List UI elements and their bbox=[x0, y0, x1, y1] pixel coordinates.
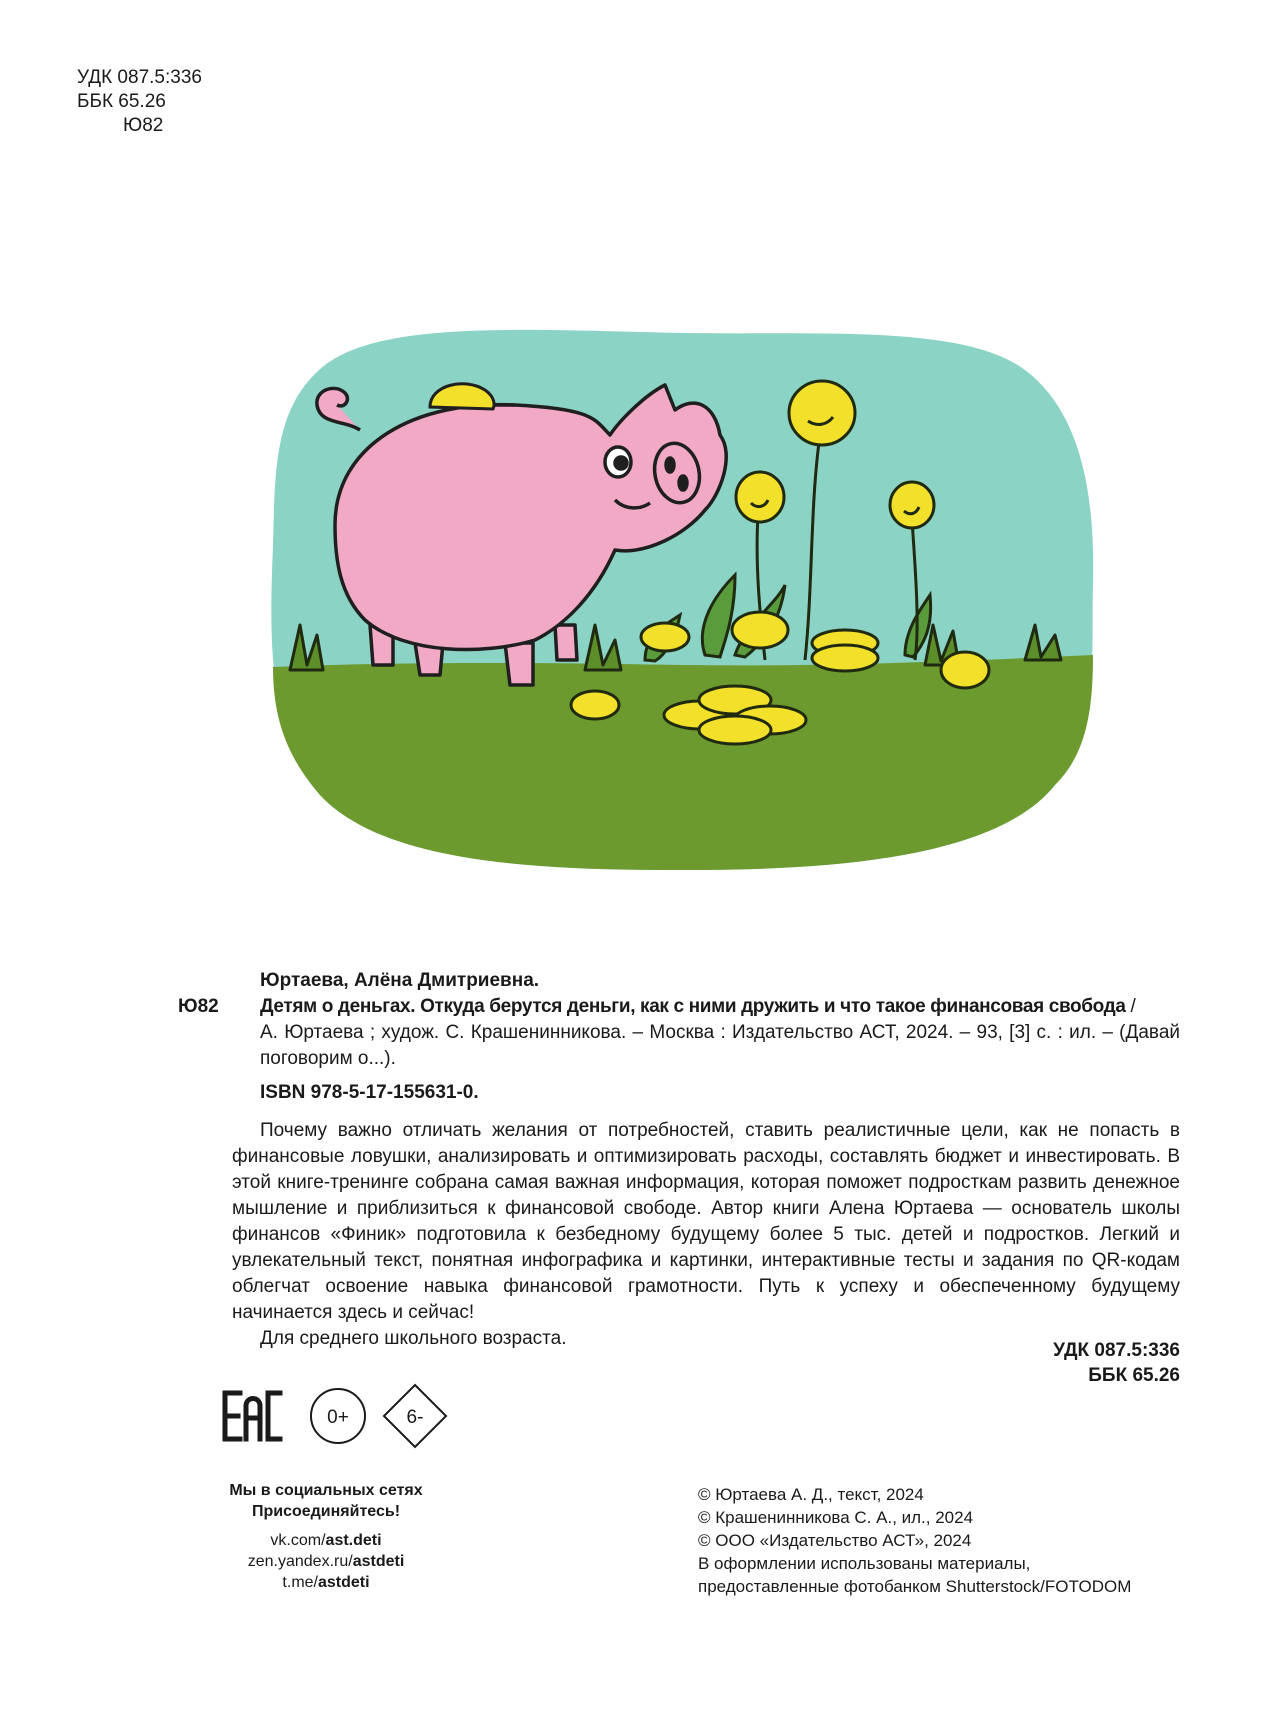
copyright-line: © Юртаева А. Д., текст, 2024 bbox=[698, 1485, 924, 1504]
classification-block bbox=[77, 66, 202, 138]
bbk-code-bottom: ББК 65.26 bbox=[1088, 1365, 1180, 1386]
copyright-line: © ООО «Издательство АСТ», 2024 bbox=[698, 1531, 972, 1550]
copyright-line: предоставленные фотобанком Shutterstock/FOTODOM bbox=[698, 1577, 1132, 1596]
eac-mark-icon bbox=[225, 1393, 280, 1439]
record-title-row bbox=[178, 994, 1180, 1020]
social-heading-1: Мы в социальных сетях bbox=[229, 1482, 423, 1499]
social-heading-2: Присоединяйтесь! bbox=[251, 1503, 401, 1520]
certification-marks bbox=[222, 1382, 462, 1452]
record-title-text: Детям о деньгах. Откуда берутся деньги, как с ними дружить и что такое финансовая свобода bbox=[260, 996, 1126, 1017]
record-continuation: А. Юртаева ; худож. С. Крашенинникова. – Москва : Издательство АСТ, 2024. – 93, [3] с. : ил. – (Давай поговорим о...). bbox=[260, 1022, 1180, 1069]
record-isbn: ISBN 978-5-17-155631-0. bbox=[260, 1082, 479, 1103]
piggy-bank-illustration bbox=[265, 325, 1100, 870]
age-line: Для среднего школьного возраста. bbox=[260, 1328, 567, 1349]
age-label-text: 6- bbox=[406, 1407, 424, 1428]
copyright-block bbox=[698, 1483, 1131, 1598]
udk-code-bottom: УДК 087.5:336 bbox=[1053, 1340, 1180, 1361]
social-link-telegram[interactable]: t.me/astdeti bbox=[282, 1574, 370, 1591]
copyright-line: В оформлении использованы материалы, bbox=[698, 1554, 1031, 1573]
udk-code: УДК 087.5:336 bbox=[77, 67, 202, 88]
social-link-vk[interactable]: vk.com/ast.deti bbox=[270, 1532, 382, 1549]
copyright-line: © Крашенинникова С. А., ил., 2024 bbox=[698, 1508, 974, 1527]
bibliographic-record bbox=[178, 968, 1180, 1106]
social-link-zen[interactable]: zen.yandex.ru/astdeti bbox=[247, 1553, 405, 1570]
social-links bbox=[210, 1530, 442, 1593]
annotation-text: Почему важно отличать желания от потребностей, ставить реалистичные цели, как не попасть в финансовые ловушки, анализировать и оптимизировать расходы, составлять бюджет и инвестировать. В этой книге-тренинге собрана самая важная информация, которая поможет подросткам развить денежное мышление и приблизиться к финансовой свободе. Автор книги Алена Юртаева — основатель школы финансов «Финик» подготовила к безбедному будущему более 5 тыс. детей и подростков. Легкий и увлекательный текст, понятная инфографика и картинки, интерактивные тесты и задания по QR-кодам облегчат освоение навыка финансовой грамотности. Путь к успеху и обеспеченному будущему начинается здесь и сейчас! bbox=[232, 1120, 1180, 1323]
record-title bbox=[260, 994, 1135, 1020]
bbk-code: ББК 65.26 bbox=[77, 91, 166, 112]
record-author: Юртаева, Алёна Дмитриевна. bbox=[260, 970, 540, 991]
annotation bbox=[232, 1118, 1180, 1352]
age-rating-text: 0+ bbox=[327, 1407, 349, 1428]
social-block bbox=[210, 1480, 442, 1593]
record-code: Ю82 bbox=[178, 996, 219, 1017]
author-mark: Ю82 bbox=[123, 115, 164, 136]
classification-bottom bbox=[960, 1338, 1180, 1388]
record-slash: / bbox=[1125, 996, 1136, 1017]
